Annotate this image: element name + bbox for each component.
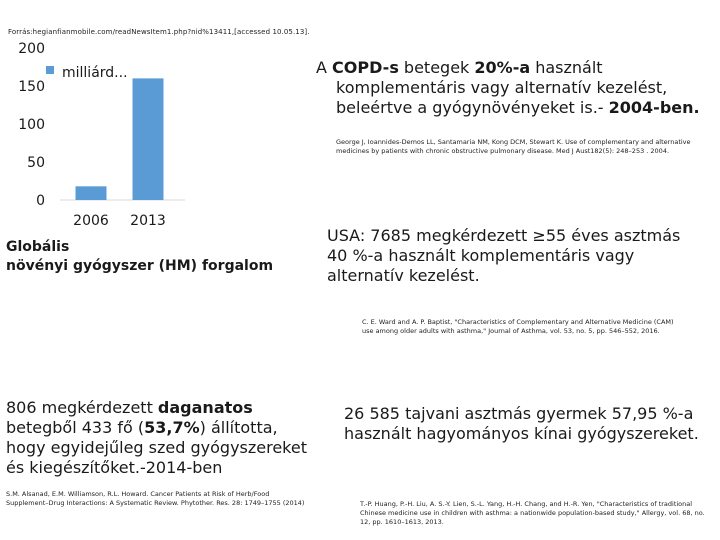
x-tick-label: 2006 — [73, 213, 109, 229]
bar-2013 — [133, 78, 164, 200]
cancer-ref-line1: S.M. Alsanad, E.M. Williamson, R.L. Howard. Cancer Patients at Risk of Herb/Food — [6, 490, 270, 498]
y-tick-label: 150 — [18, 79, 45, 95]
legend-swatch — [46, 66, 54, 74]
copd-ref-line2: medicines by patients with chronic obstructive pulmonary disease. Med J Aust182(5): 248–253 . 2004. — [336, 147, 670, 155]
source-line: Forrás:hegianfianmobile.com/readNewsItem1.php?nid%13411,[accessed 10.05.13]. — [8, 28, 310, 36]
cancer-line4: és kiegészítőket.-2014-ben — [6, 458, 223, 477]
taiwan-reference — [360, 500, 716, 527]
legend-label: milliárd... — [62, 65, 128, 81]
usa-reference — [362, 318, 712, 336]
taiwan-ref-line1: T.-P. Huang, P.-H. Liu, A. S.-Y. Lien, S.-L. Yang, H.-H. Chang, and H.-R. Yen, "Characteristics of traditional — [360, 500, 693, 508]
taiwan-line1: 26 585 tajvani asztmás gyermek 57,95 %-a — [344, 404, 694, 423]
cancer-percent: 53,7% — [144, 418, 200, 437]
copd-line3: beleértve a gyógynövényeket is.- — [336, 98, 609, 117]
chart-caption — [6, 238, 273, 276]
copd-statement — [316, 58, 716, 118]
cancer-bold: daganatos — [157, 398, 253, 417]
usa-ref-line1: C. E. Ward and A. P. Baptist, "Characteristics of Complementary and Alternative Medicine (CAM) — [362, 318, 674, 326]
copd-reference — [336, 138, 716, 156]
taiwan-statement — [344, 404, 714, 444]
usa-ref-line2: use among older adults with asthma," Journal of Asthma, vol. 53, no. 5, pp. 546–552, 2016. — [362, 327, 660, 335]
taiwan-ref-line3: 12, pp. 1610–1613, 2013. — [360, 518, 444, 526]
cancer-reference — [6, 490, 326, 508]
bar-2006 — [76, 186, 107, 200]
usa-line1: USA: 7685 megkérdezett ≥55 éves asztmás — [327, 226, 681, 245]
chart-caption-line2: növényi gyógyszer (HM) forgalom — [6, 258, 274, 274]
y-tick-label: 50 — [27, 155, 45, 171]
cancer-ref-line2: Supplement–Drug Interactions: A Systematic Review. Phytother. Res. 28: 1749–1755 (2014) — [6, 499, 305, 507]
cancer-line2-end: ) állította, — [199, 418, 278, 437]
chart-caption-line1: Globális — [6, 239, 70, 255]
copd-ref-line1: George J, Ioannides-Demos LL, Santamaria NM, Kong DCM, Stewart K. Use of complementary and alternative — [336, 138, 691, 146]
copd-text-3: használt — [530, 58, 603, 77]
copd-percent: 20%-a — [474, 58, 531, 77]
x-tick-label: 2013 — [130, 213, 166, 229]
cancer-line3: hogy egyidejűleg szed gyógyszereket — [6, 438, 307, 457]
hm-sales-chart — [0, 38, 300, 238]
copd-year: 2004-ben. — [608, 98, 700, 117]
usa-line3: alternatív kezelést. — [327, 266, 480, 285]
copd-text: A — [316, 58, 333, 77]
cancer-line2: betegből 433 fő ( — [6, 418, 145, 437]
usa-statement — [327, 226, 717, 286]
copd-text-2: betegek — [398, 58, 475, 77]
cancer-statement — [6, 398, 316, 478]
taiwan-ref-line2: Chinese medicine use in children with asthma: a nationwide population-based study," Allergy, vol. 68, no. — [360, 509, 705, 517]
usa-line2: 40 %-a használt komplementáris vagy — [327, 246, 635, 265]
taiwan-line2: használt hagyományos kínai gyógyszereket. — [344, 424, 699, 443]
copd-line2: komplementáris vagy alternatív kezelést, — [336, 78, 668, 97]
y-tick-label: 200 — [18, 41, 45, 57]
y-tick-label: 100 — [18, 117, 45, 133]
cancer-text: 806 megkérdezett — [6, 398, 158, 417]
y-tick-label: 0 — [36, 193, 45, 209]
copd-bold: COPD-s — [332, 58, 399, 77]
